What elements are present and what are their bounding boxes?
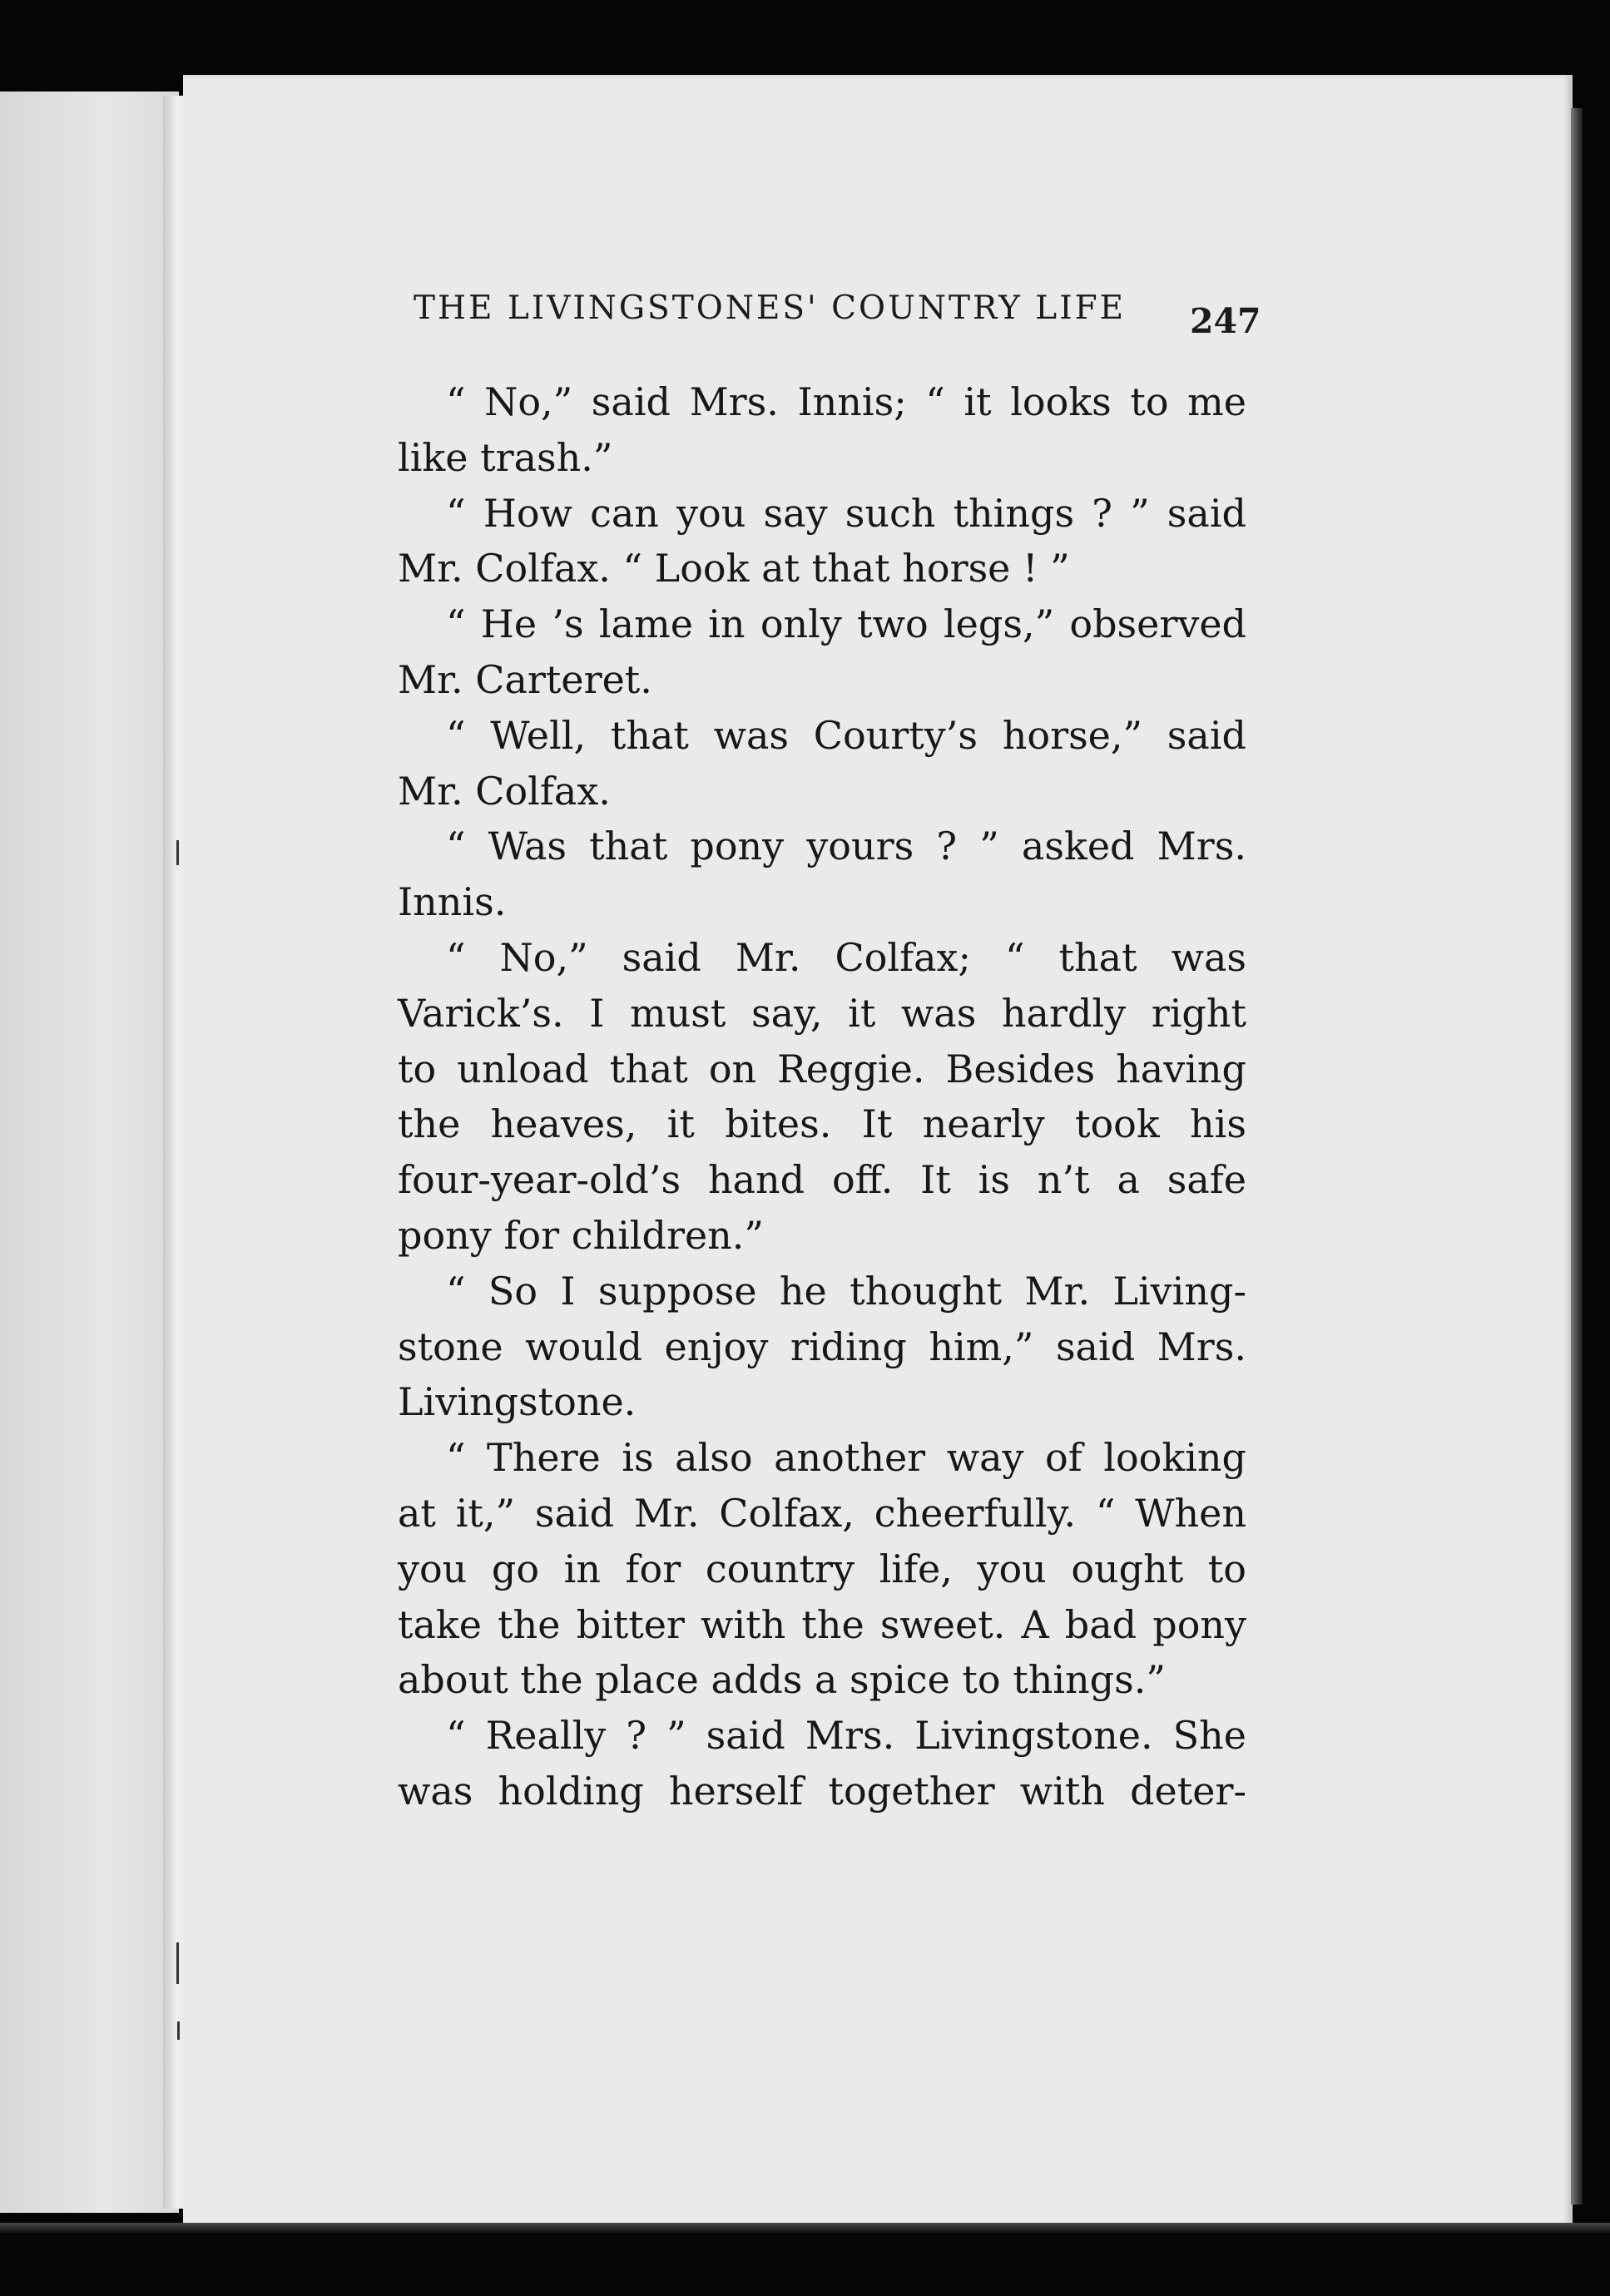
text-line: Livingstone. xyxy=(398,1379,637,1425)
page-bottom-edge xyxy=(0,2223,1610,2233)
text-line: “ So I suppose he thought Mr. Living- xyxy=(446,1268,1246,1314)
text-line: Mr. Colfax. “ Look at that horse ! ” xyxy=(398,546,1070,591)
text-line: “ No,” said Mrs. Innis; “ it looks to me xyxy=(446,379,1246,424)
text-line: “ He ’s lame in only two legs,” observed xyxy=(446,601,1246,647)
text-line: about the place adds a spice to things.” xyxy=(398,1657,1166,1703)
text-line: pony for children.” xyxy=(398,1212,764,1258)
text-line: “ Was that pony yours ? ” asked Mrs. xyxy=(446,824,1246,869)
text-line: the heaves, it bites. It nearly took his xyxy=(398,1101,1246,1147)
text-line: “ No,” said Mr. Colfax; “ that was xyxy=(446,934,1246,980)
facing-page-edge xyxy=(0,92,179,2213)
text-line: was holding herself together with deter- xyxy=(398,1768,1246,1814)
text-line: Mr. Carteret. xyxy=(398,656,652,702)
text-line: take the bitter with the sweet. A bad pony xyxy=(398,1601,1246,1647)
text-line: “ Really ? ” said Mrs. Livingstone. She xyxy=(446,1713,1246,1759)
text-line: “ There is also another way of looking xyxy=(446,1435,1246,1481)
text-line: stone would enjoy riding him,” said Mrs. xyxy=(398,1324,1246,1369)
text-line: at it,” said Mr. Colfax, cheerfully. “ When xyxy=(398,1490,1246,1536)
margin-mark xyxy=(177,2021,180,2040)
text-line: “ How can you say such things ? ” said xyxy=(446,490,1246,536)
text-line: “ Well, that was Courty’s horse,” said xyxy=(446,712,1246,758)
text-line: four-year-old’s hand off. It is n’t a safe xyxy=(398,1157,1246,1203)
text-line: Mr. Colfax. xyxy=(398,768,611,814)
text-line: Varick’s. I must say, it was hardly right xyxy=(398,990,1246,1036)
margin-mark xyxy=(176,1942,179,1984)
text-line: to unload that on Reggie. Besides having xyxy=(398,1046,1246,1091)
body-text xyxy=(398,374,1246,1819)
page-number: 247 xyxy=(1190,301,1261,341)
text-line: you go in for country life, you ought to xyxy=(398,1546,1246,1591)
text-line: like trash.” xyxy=(398,434,613,480)
running-head: THE LIVINGSTONES' COUNTRY LIFE xyxy=(414,289,1127,327)
page-right-edge xyxy=(1571,108,1583,2204)
margin-mark xyxy=(176,840,179,865)
text-line: Innis. xyxy=(398,879,507,925)
